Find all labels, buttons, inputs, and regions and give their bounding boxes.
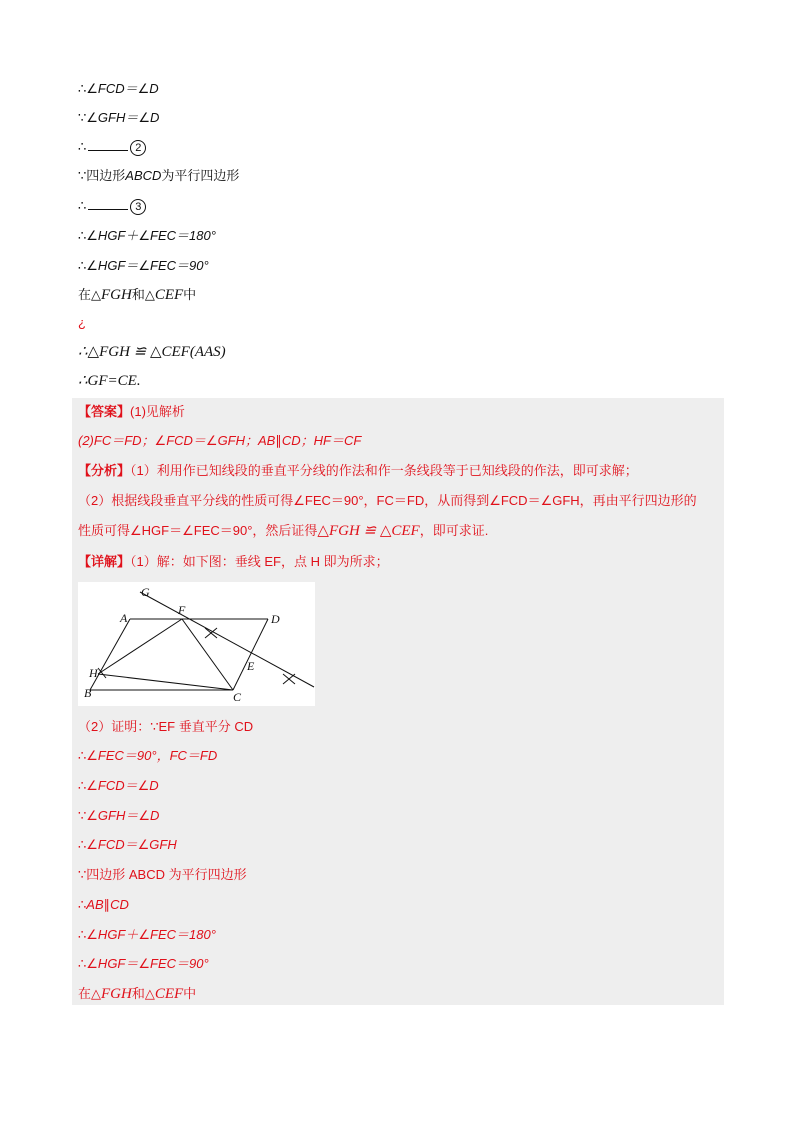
proof-line-blank-2 [78, 138, 146, 156]
proof-step: ∴∠HGF＋∠FEC＝180° [78, 927, 216, 942]
stray-glyph: ¿ [78, 315, 86, 330]
label-h: H [89, 666, 98, 680]
proof-step: ∴∠FCD＝∠GFH [78, 837, 177, 852]
proof-step: ∴∠FCD＝∠D [78, 778, 159, 793]
text-segment: 和△ [131, 986, 155, 1001]
proof-line [78, 167, 239, 185]
detail-tag: 【详解】 [78, 554, 131, 569]
segment-cd [233, 619, 268, 690]
proof-line: ∴∠HGF＋∠FEC＝180° [78, 228, 216, 243]
text-segment: FGH [101, 287, 132, 303]
proof-line: ∴∠FCD＝∠D [78, 81, 159, 96]
text-segment: 中 [183, 287, 197, 302]
proof-step [78, 985, 196, 1003]
label-c: C [233, 690, 242, 704]
geometry-figure [78, 582, 315, 706]
proof-step: ∴∠FEC＝90°，FC＝FD [78, 748, 218, 763]
answer-line: (2)FC＝FD；∠FCD＝∠GFH；AB∥CD；HF＝CF [78, 433, 362, 448]
text-segment: 在△ [78, 287, 101, 302]
text-segment: 中 [183, 986, 197, 1001]
text-segment: FGH [101, 986, 132, 1002]
therefore-symbol: ∴ [78, 198, 87, 213]
analysis-line: （2）根据线段垂直平分线的性质可得∠FEC＝90°，FC＝FD，从而得到∠FCD＝∠GFH，再由平行四边形的 [78, 493, 697, 508]
text-segment: ，即可求证. [419, 523, 489, 538]
circled-number: 3 [130, 199, 146, 215]
text-segment: (1)见解析 [130, 404, 185, 419]
congruence-line: ∴△FGH ≌ △CEF(AAS) [78, 344, 226, 360]
proof-step: ∵四边形 ABCD 为平行四边形 [78, 867, 247, 882]
text-segment: 和△ [131, 287, 155, 302]
proof-line: ∴∠HGF＝∠FEC＝90° [78, 258, 209, 273]
text-segment: ∵四边形 [78, 168, 126, 183]
label-e: E [247, 659, 255, 673]
analysis-line [78, 462, 638, 480]
proof-line-blank-3 [78, 197, 146, 215]
text-segment: △FGH ≌ △CEF [317, 523, 420, 539]
text-segment: ABCD [125, 168, 162, 183]
segment-hc [98, 674, 233, 690]
segment-fh [98, 619, 182, 674]
conclusion-line: ∴GF=CE. [78, 373, 141, 389]
text-segment: （1）解：如下图：垂线 EF，点 H 即为所求； [130, 554, 389, 569]
label-a: A [120, 611, 128, 625]
proof-line [78, 286, 196, 304]
text-segment: 性质可得∠HGF＝∠FEC＝90°，然后证得 [78, 523, 318, 538]
label-b: B [84, 686, 92, 700]
label-g: G [141, 585, 150, 599]
therefore-symbol: ∴ [78, 139, 87, 154]
detail-line [78, 553, 389, 571]
text-segment: CEF [154, 287, 184, 303]
label-d: D [271, 612, 280, 626]
answer-blank [88, 197, 128, 210]
proof-step: ∴AB∥CD [78, 897, 129, 912]
text-segment: 在△ [78, 986, 101, 1001]
text-segment: （1）利用作已知线段的垂直平分线的作法和作一条线段等于已知线段的作法，即可求解； [130, 463, 638, 478]
proof-step: （2）证明：∵EF 垂直平分 CD [78, 719, 254, 734]
parallelogram-diagram [78, 582, 315, 706]
circled-number: 2 [130, 140, 146, 156]
answer-blank [88, 138, 128, 151]
proof-step: ∴∠HGF＝∠FEC＝90° [78, 956, 209, 971]
answer-line [78, 403, 185, 421]
proof-step: ∵∠GFH＝∠D [78, 808, 160, 823]
perpendicular-line [140, 592, 314, 687]
analysis-tag: 【分析】 [78, 463, 131, 478]
proof-line: ∵∠GFH＝∠D [78, 110, 160, 125]
text-segment: CEF [154, 986, 184, 1002]
analysis-line [78, 522, 488, 540]
answer-tag: 【答案】 [78, 404, 131, 419]
text-segment: 为平行四边形 [161, 168, 240, 183]
label-f: F [178, 603, 186, 617]
